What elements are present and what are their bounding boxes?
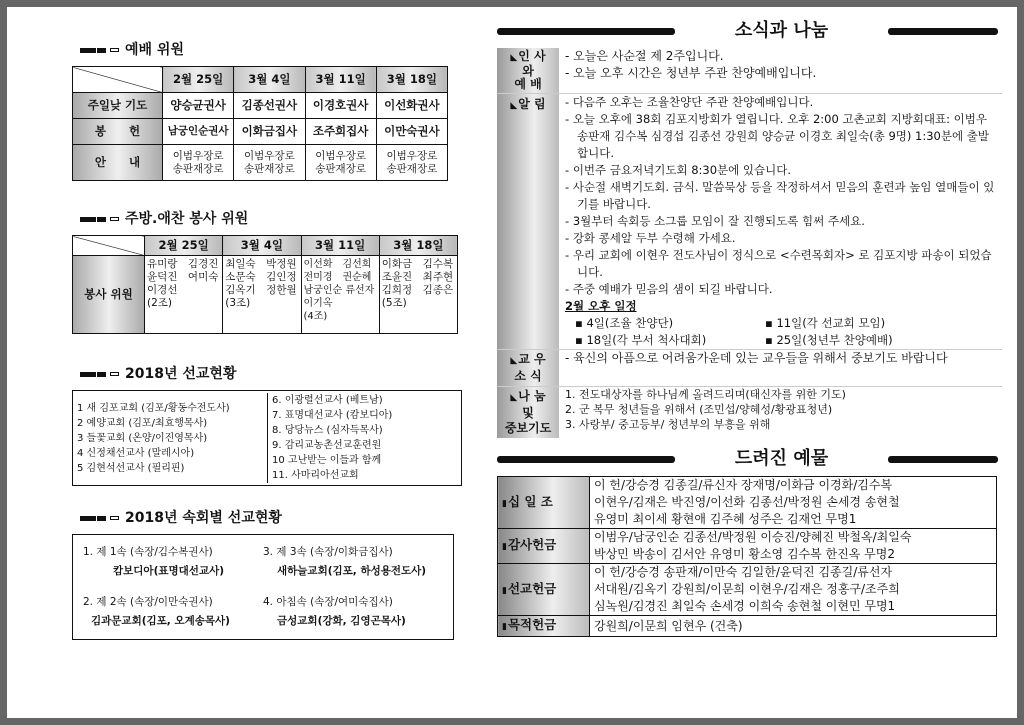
news-item: - 주중 예배가 믿음의 샘이 되길 바랍니다. [565,282,773,296]
district-item [83,543,263,581]
date-cell: 3월 4일 [223,236,301,256]
news-item: - 우리 교회에 이현우 전도사님이 정식으로 <수련목회자> 로 김포지방 파송이 되었습니다. [565,248,992,279]
table-cell: 이화금 김수복 조윤진 최주현 김희정 김종은 (5조) [379,256,457,334]
district-head: 2. 제 2속 (속장/이만숙권사) [83,596,213,608]
district-item [263,543,443,581]
list-item: 10 고난받는 이들과 함께 [272,455,382,466]
district-head: 3. 제 3속 (속장/이화금집사) [263,546,393,558]
offering-label: ▮선교헌금 [498,564,590,616]
offering-text: 강원희/이문희 임현우 (건축) [590,616,997,637]
list-item: 7. 표명대선교사 (캄보디아) [272,410,393,421]
table-cell: 이범우장로 송판재장로 [163,145,234,181]
news-item: - 이번주 금요저녁기도회 8:30분에 있습니다. [565,163,792,177]
news-item: - 오늘 오후 시간은 청년부 주관 찬양예배입니다. [565,66,817,80]
news-row [497,387,1002,438]
news-item: 3. 사랑부/ 중고등부/ 청년부의 부흥을 위해 [565,418,771,431]
news-item: - 오늘 오후에 38회 김포지방회가 열립니다. 오후 2:00 고촌교회 지방회대표: 이범우 송판재 김수복 심경섭 김종선 강원희 양승균 이경호 최일숙(총 9명) 1:30분에 출발합니다. [565,112,989,160]
worship-table [72,66,448,181]
schedule-item: ▪ 25일(청년부 찬양예배) [765,332,955,349]
news-content [559,387,1002,438]
table-cell: 이범우장로 송판재장로 [376,145,447,181]
district-item [83,593,263,631]
news-label: ◣알 림 [497,94,559,349]
list-item: 6. 이광렬선교사 (베트남) [272,395,383,406]
table-cell: 이선화권사 [376,93,447,119]
offering-table [497,476,997,637]
table-cell: 양승균권사 [163,93,234,119]
district-title: 2018년 속회별 선교현황 [80,508,472,528]
list-item: 9. 감리교농촌선교훈련원 [272,440,382,451]
district-church: 캄보디아(표명대선교사) [113,565,225,577]
mission-right-list [267,393,457,483]
news-label: ◣인 사 와 예 배 [497,48,559,93]
table-cell: 김종선권사 [234,93,305,119]
district-head: 1. 제 1속 (속장/김수복권사) [83,546,213,558]
news-content [559,48,1002,93]
news-item: - 오늘은 사순절 제 2주입니다. [565,49,724,63]
news-label: ◣나 눔 및 중보기도 [497,387,559,438]
table-cell: 이범우장로 송판재장로 [305,145,376,181]
district-head: 4. 아침속 (속장/여미숙집사) [263,596,393,608]
date-cell: 3월 18일 [376,67,447,93]
news-section [497,48,1002,438]
row-label: 안 내 [73,145,163,181]
news-item: 1. 전도대상자를 하나님께 올려드리며(태신자를 위한 기도) [565,388,846,401]
list-item: 2 예양교회 (김포/최효행목사) [77,418,208,429]
offering-text: 이범우/남궁인순 김종선/박정원 이승진/양혜진 박철옥/최일숙 박상민 박송이 김서안 유영미 황소영 김수복 한진옥 무명2 [590,529,997,564]
mission-box [72,390,462,486]
news-item: - 사순절 새벽기도회. 금식. 말씀묵상 등을 작정하셔서 믿음의 훈련과 높임 열매들이 있기를 바랍니다. [565,180,995,211]
news-content [559,350,1002,386]
table-cell: 이만숙권사 [376,119,447,145]
list-item: 4 신정채선교사 (말레시아) [77,448,195,459]
schedule-list [565,315,998,349]
list-item: 11. 사마리아선교회 [272,470,359,481]
offering-title: 드려진 예물 [734,448,829,469]
table-cell: 이범우장로 송판재장로 [234,145,305,181]
district-item [263,593,443,631]
offering-label: ▮십 일 조 [498,477,590,529]
table-cell: 이선화 김선희 전미경 권순혜 남궁인순 류선자 이기옥 (4조) [301,256,379,334]
worship-title: 예배 위원 [80,40,472,60]
district-church: 김과문교회(김포, 오계송목사) [91,615,230,627]
schedule-title: 2월 오후 일정 [565,299,637,313]
table-cell: 최일숙 박정원 소문숙 김인정 김옥기 정한월 (3조) [223,256,301,334]
news-banner [497,18,1002,44]
offering-text: 이 헌/강승경 송판재/이만숙 김일한/윤덕진 김종길/류선자 서대원/김옥기 강원희/이문희 이현우/김재은 정홍구/조주희 심녹원/김경진 최일숙 손세경 이희숙 송현철 이현민 무명1 [590,564,997,616]
mission-left-list [77,393,267,483]
district-grid [72,534,454,640]
news-row [497,350,1002,387]
kitchen-table [72,235,458,334]
table-corner [73,67,163,93]
offering-banner [497,446,1002,472]
schedule-item: ▪ 4일(조율 찬양단) [575,315,765,332]
schedule-item: ▪ 11일(각 선교회 모임) [765,315,955,332]
list-item: 8. 당당뉴스 (심자득목사) [272,425,383,436]
news-label: ◣교 우 소 식 [497,350,559,386]
schedule-item: ▪ 18일(각 부서 척사대회) [575,332,765,349]
list-item: 1 새 김포교회 (김포/황동수전도사) [77,403,230,414]
list-item: 3 들꽃교회 (온양/이진영목사) [77,433,208,444]
row-label: 봉 헌 [73,119,163,145]
district-church: 새하늘교회(김포, 하성용전도사) [277,565,427,577]
offering-text: 이 헌/강승경 김종길/류신자 장재명/이화금 이경화/김수복 이현우/김재은 박진영/이선화 김종선/박정원 손세경 송현철 유영미 최이세 황현애 김주혜 성주은 김재언 무명1 [590,477,997,529]
news-content [559,94,1002,349]
date-cell: 3월 11일 [305,67,376,93]
table-cell: 이경호권사 [305,93,376,119]
date-cell: 3월 11일 [301,236,379,256]
mission-title: 2018년 선교현황 [80,364,472,384]
news-item: - 강화 콩세알 두부 수령해 가세요. [565,231,736,245]
table-cell: 이화금집사 [234,119,305,145]
date-cell: 2월 25일 [163,67,234,93]
left-column [72,40,472,640]
offering-label: ▮감사헌금 [498,529,590,564]
news-item: - 육신의 아픔으로 어려움가운데 있는 교우들을 위해서 중보기도 바랍니다 [565,351,948,365]
row-label: 봉사 위원 [73,256,145,334]
news-row [497,48,1002,94]
news-item: - 3월부터 속회등 소그룹 모임이 잘 진행되도록 힘써 주세요. [565,214,865,228]
news-title: 소식과 나눔 [734,20,829,41]
district-church: 금성교회(강화, 김영곤목사) [277,615,406,627]
news-row [497,94,1002,350]
table-cell: 조주희집사 [305,119,376,145]
kitchen-title: 주방.애찬 봉사 위원 [80,209,472,229]
news-item: 2. 군 복무 청년들을 위해서 (조민섭/양혜성/황광표청년) [565,403,833,416]
news-item: - 다음주 오후는 조율찬양단 주관 찬양예배입니다. [565,95,814,109]
right-column [497,18,1002,637]
date-cell: 3월 4일 [234,67,305,93]
list-item: 5 김현석선교사 (필리핀) [77,463,185,474]
offering-label: ▮목적헌금 [498,616,590,637]
table-cell: 남궁인순권사 [163,119,234,145]
table-corner [73,236,145,256]
table-cell: 유미랑 김경진 윤덕진 여미숙 이경선 (2조) [145,256,223,334]
date-cell: 2월 25일 [145,236,223,256]
row-label: 주일낮 기도 [73,93,163,119]
date-cell: 3월 18일 [379,236,457,256]
